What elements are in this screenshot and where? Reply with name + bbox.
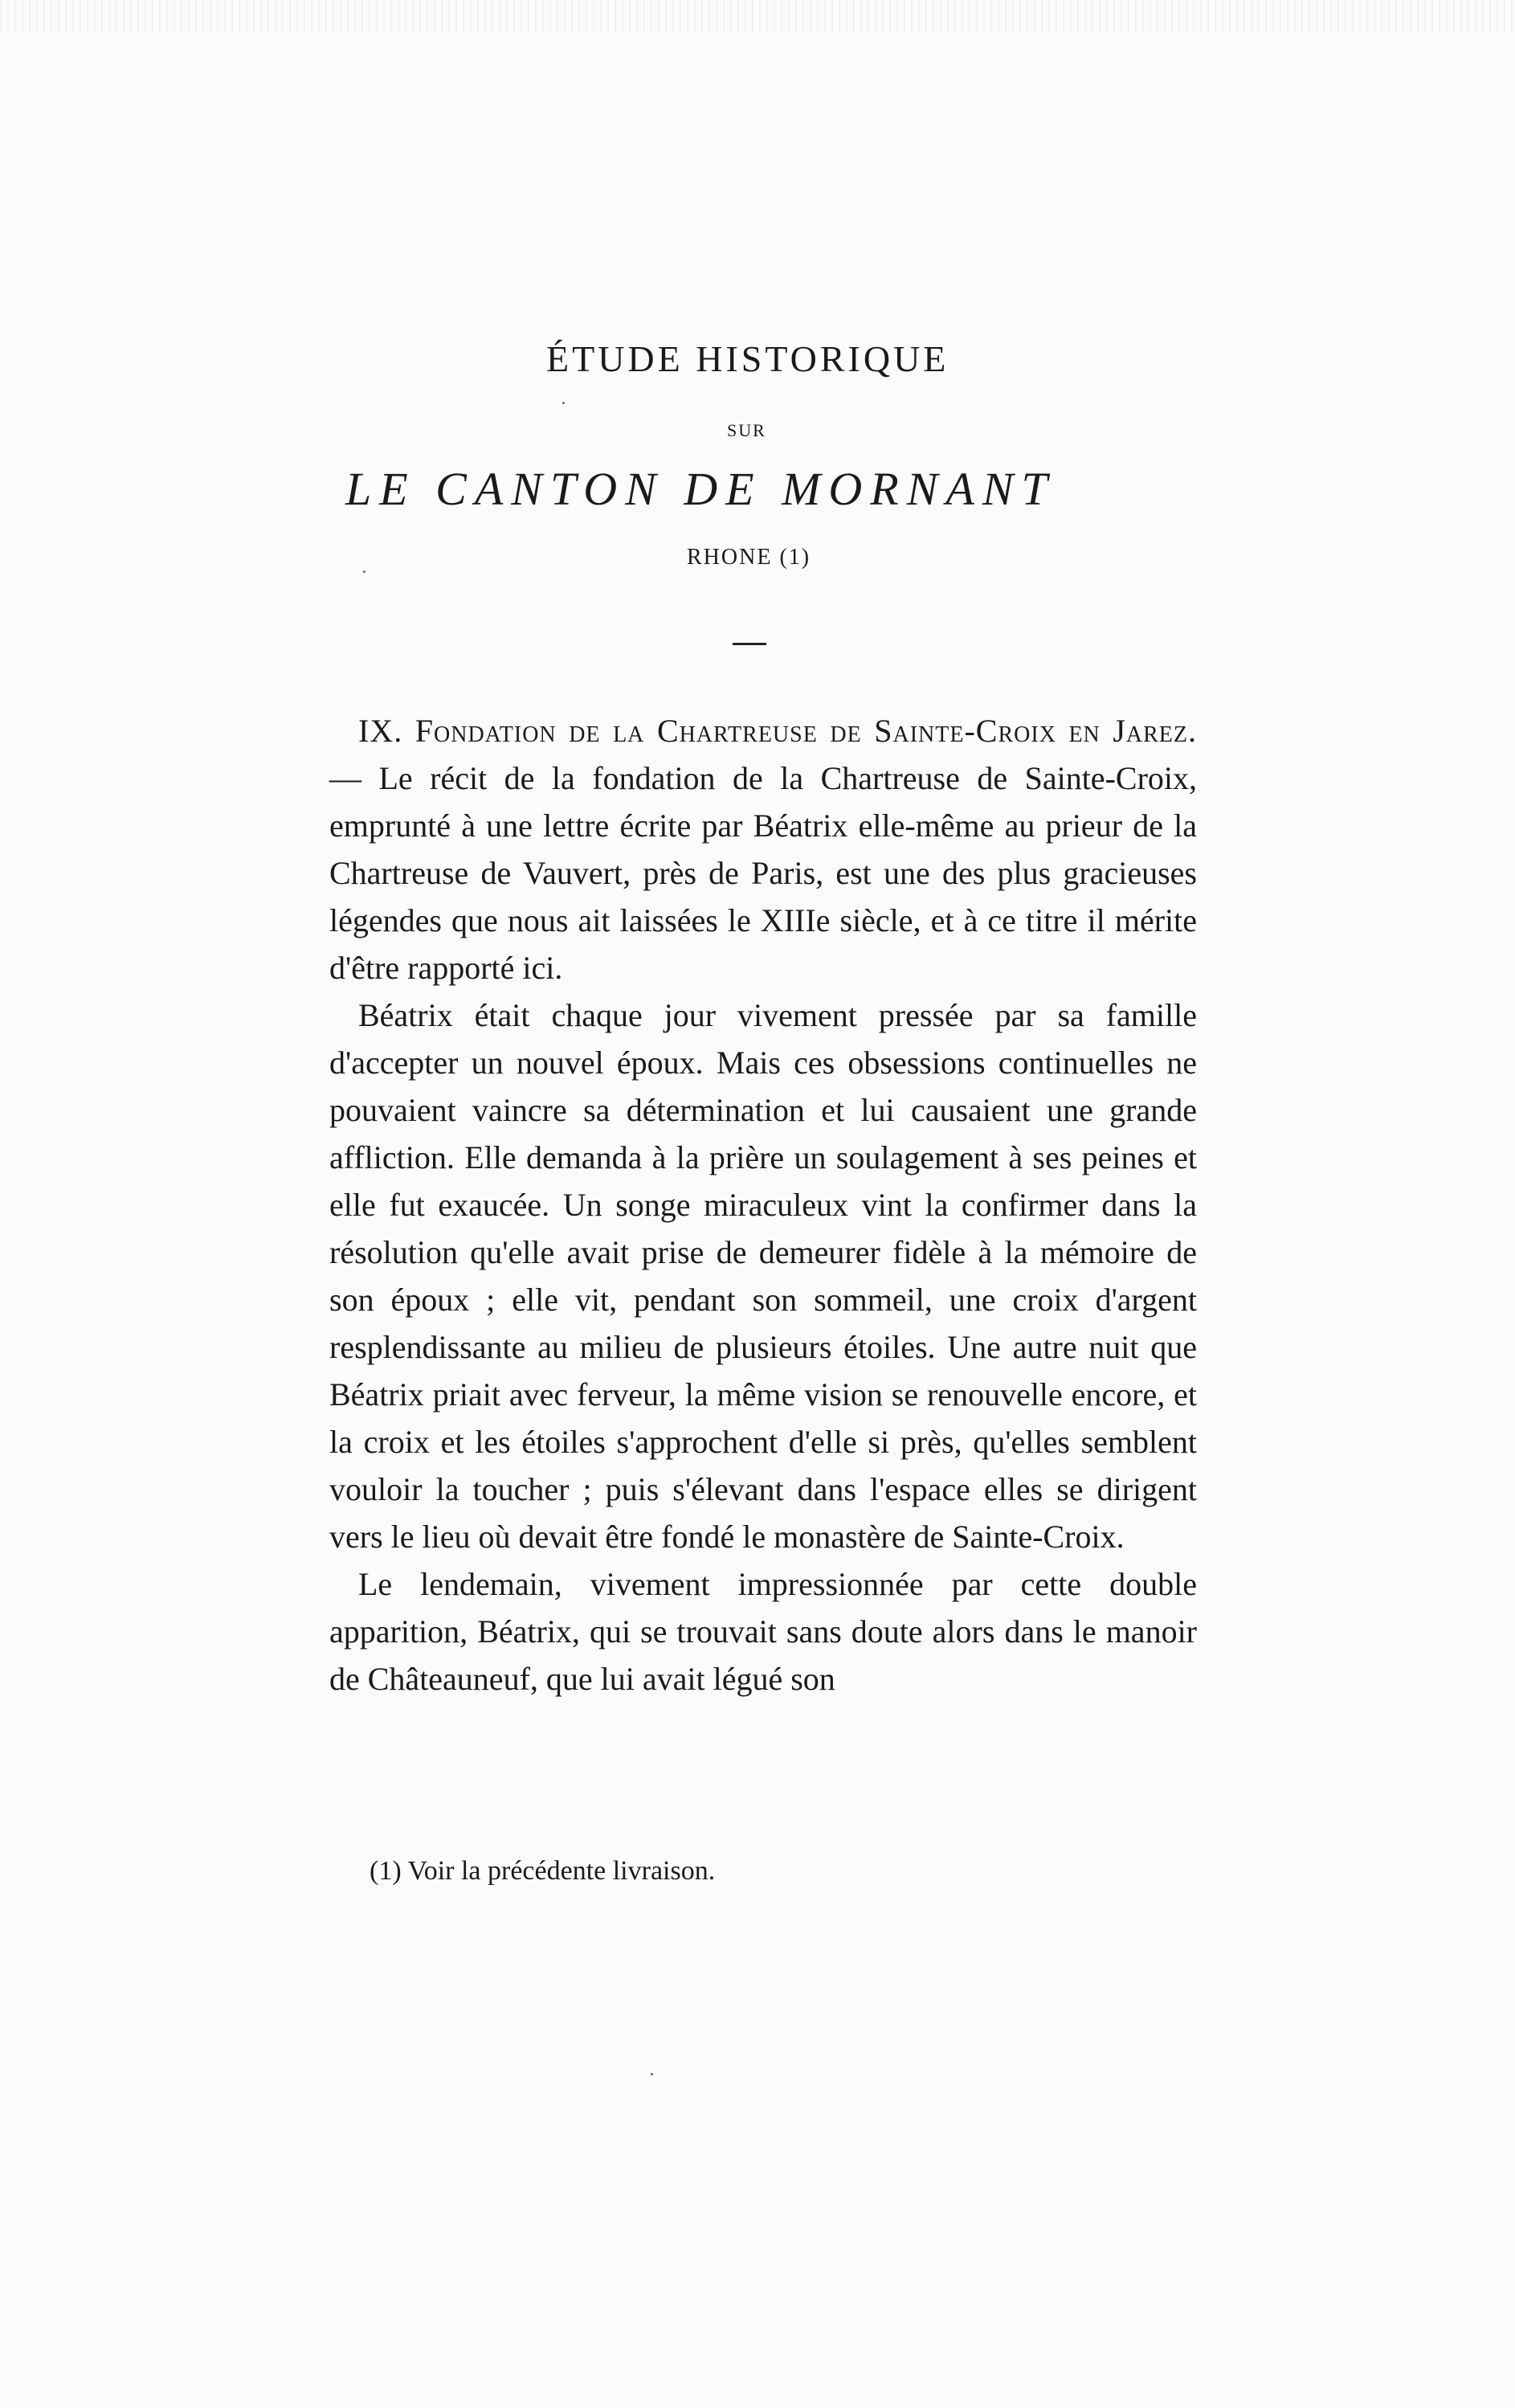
body-text: [329, 707, 1197, 1703]
section-heading: IX. Fondation de la Chartreuse de Sainte-Croix en Jarez.: [358, 713, 1197, 749]
paragraph-2: Béatrix était chaque jour vivement pressée par sa famille d'accepter un nouvel époux. Mais ces obsessions continuelles ne pouvaient vaincre sa détermination et lui causaient une grande affliction. Elle demanda à la prière un soulagement à ses peines et elle fut exaucée. Un songe miraculeux vint la confirmer dans la résolution qu'elle avait prise de demeurer fidèle à la mémoire de son époux ; elle vit, pendant son sommeil, une croix d'argent resplendissante au milieu de plusieurs étoiles. Une autre nuit que Béatrix priait avec ferveur, la même vision se renouvelle encore, et la croix et les étoiles s'approchent d'elle si près, qu'elles semblent vouloir la toucher ; puis s'élevant dans l'espace elles se dirigent vers le lieu où devait être fondé le monastère de Sainte-Croix.: [329, 997, 1197, 1555]
region-label: RHONE (1): [687, 545, 811, 570]
scan-speck: [363, 570, 365, 573]
scan-edge-noise: [0, 0, 1515, 32]
scan-speck: [651, 2073, 653, 2075]
paragraph-1-text: — Le récit de la fondation de la Chartreuse de Sainte-Croix, emprunté à une lettre écrite par Béatrix elle-même au prieur de la Chartreuse de Vauvert, près de Paris, est une des plus gracieuses légendes que nous ait laissées le XIIIe siècle, et à ce titre il mérite d'être rapporté ici.: [329, 760, 1197, 986]
page-title: ÉTUDE HISTORIQUE: [546, 338, 949, 379]
page-subtitle: LE CANTON DE MORNANT: [345, 463, 1056, 515]
paragraph-1: [329, 707, 1197, 991]
footnote: (1) Voir la précédente livraison.: [370, 1856, 716, 1886]
title-rule: [733, 643, 766, 645]
title-connector: SUR: [727, 420, 766, 440]
paragraph-3: Le lendemain, vivement impressionnée par cette double apparition, Béatrix, qui se trouvait sans doute alors dans le manoir de Châteauneuf, que lui avait légué son: [329, 1566, 1197, 1697]
scan-speck: [562, 402, 565, 404]
